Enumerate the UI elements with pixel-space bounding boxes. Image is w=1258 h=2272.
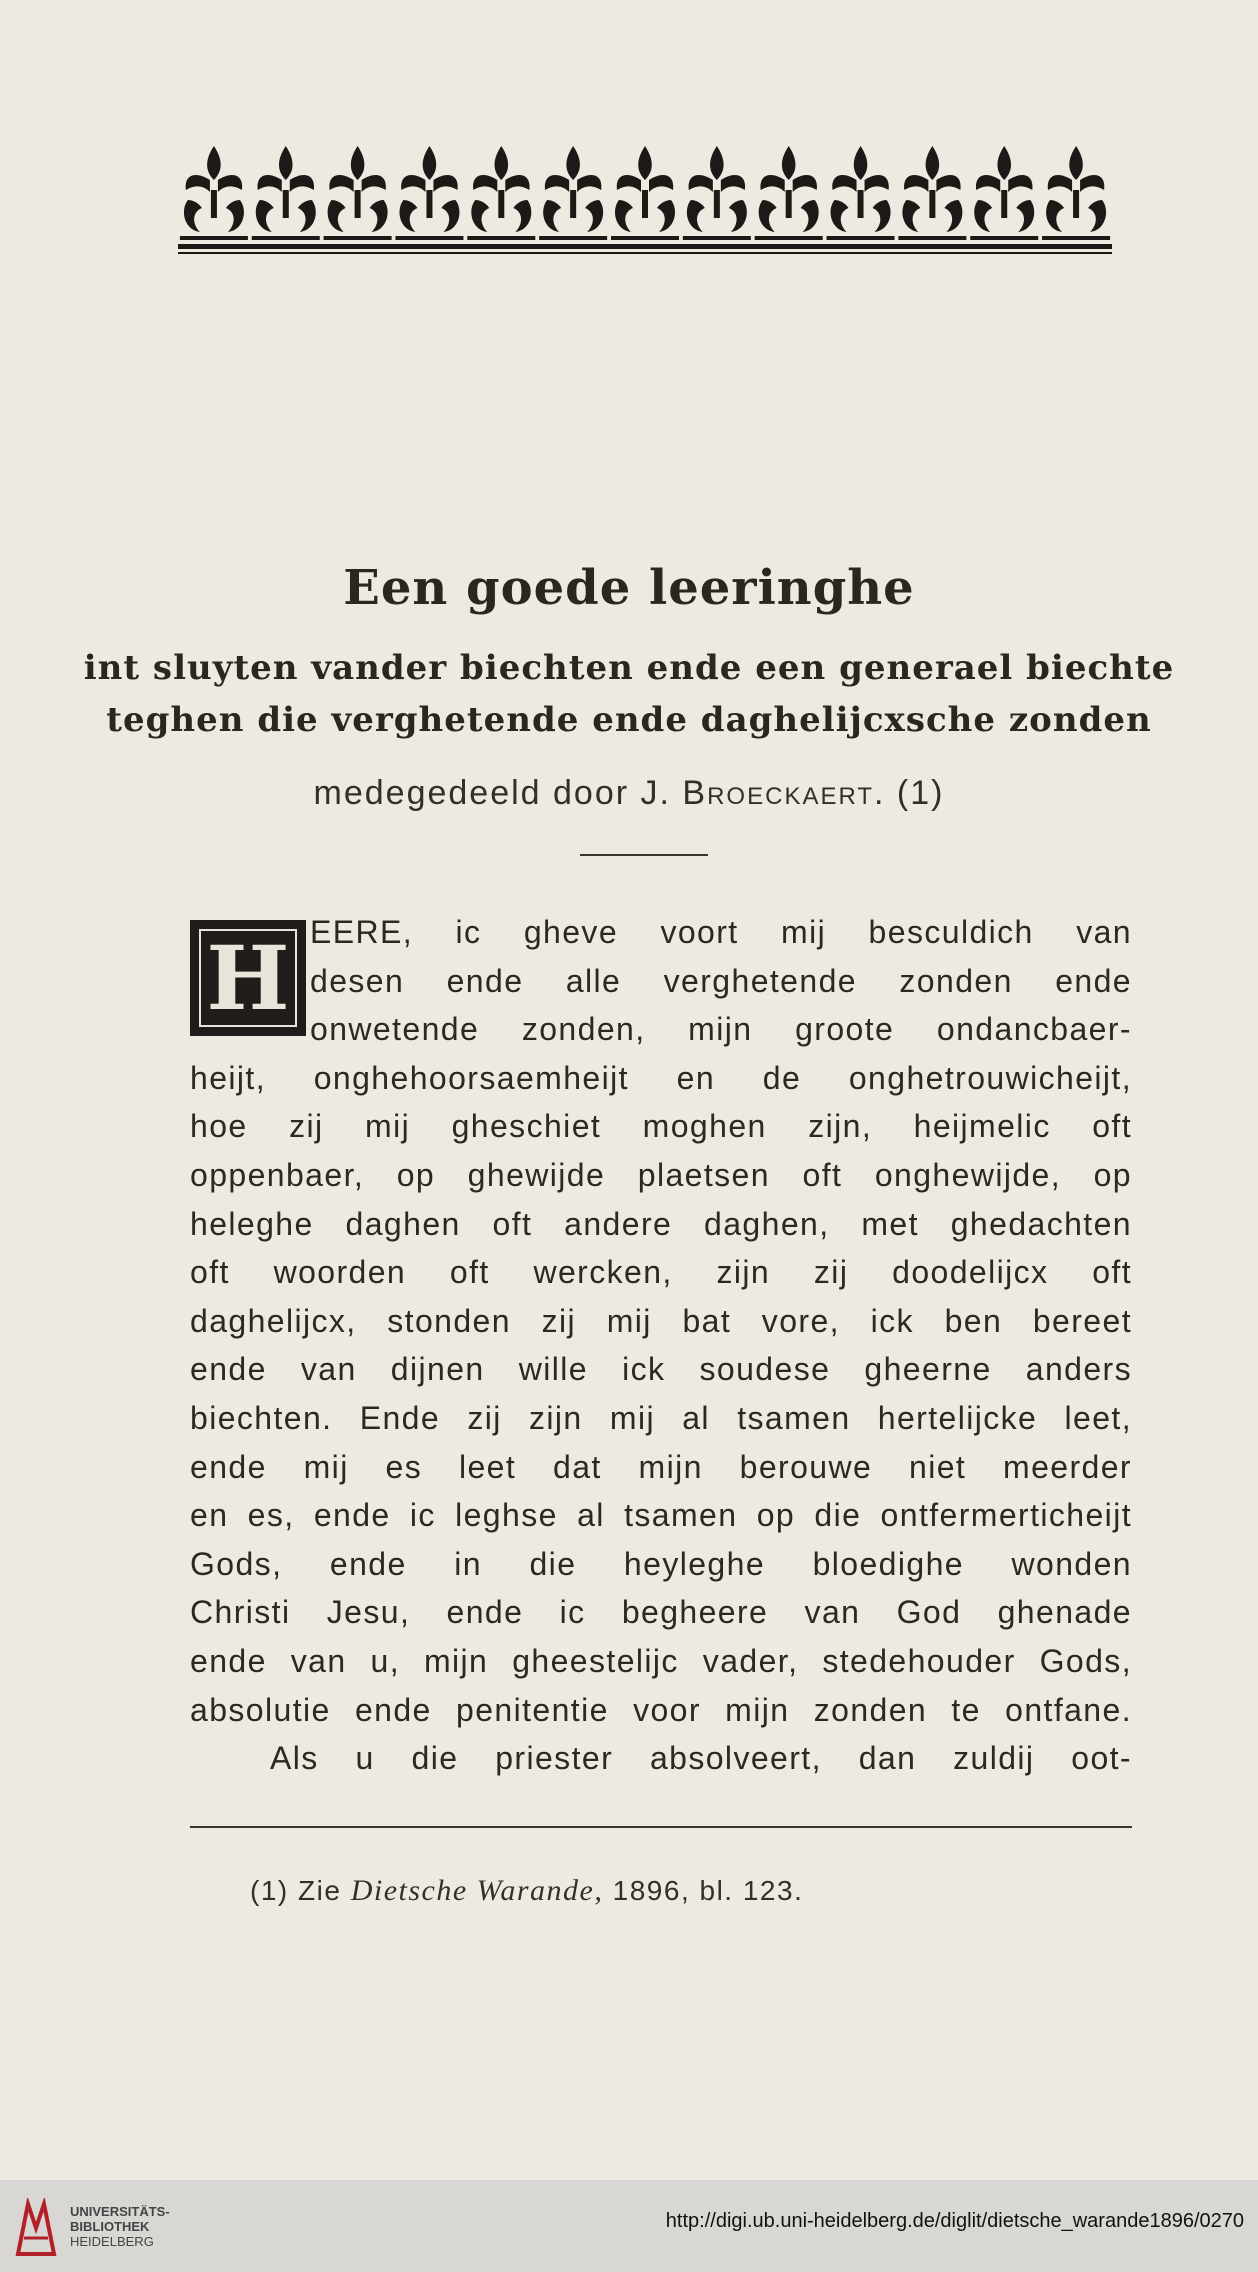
ornament-motif bbox=[1042, 146, 1110, 240]
body-line: Christi Jesu, ende ic begheere van God ghenade bbox=[190, 1594, 1132, 1631]
ornament-motif bbox=[395, 146, 463, 240]
footnote bbox=[250, 1874, 803, 1908]
ornament-motif bbox=[324, 146, 392, 240]
library-name bbox=[70, 2204, 170, 2249]
byline-author: Broeckaert. bbox=[682, 774, 886, 812]
ornament-motif bbox=[252, 146, 320, 240]
subtitle-line-2: teghen die verghetende ende daghelijcxsche zonden bbox=[106, 700, 1152, 740]
subtitle-line-1: int sluyten vander biechten ende een generael biechte bbox=[83, 648, 1175, 688]
body-line: heleghe daghen oft andere daghen, met ghedachten bbox=[190, 1205, 1132, 1242]
body-line: onwetende zonden, mijn groote ondancbaer- bbox=[310, 1011, 1132, 1048]
body-line: oft woorden oft wercken, zijn zij doodelijcx oft bbox=[190, 1254, 1132, 1291]
library-name-line-3: HEIDELBERG bbox=[70, 2234, 154, 2249]
library-logo-icon bbox=[14, 2198, 58, 2258]
body-line: absolutie ende penitentie voor mijn zonden te ontfane. bbox=[190, 1691, 1132, 1728]
source-url[interactable]: http://digi.ub.uni-heidelberg.de/diglit/dietsche_warande1896/0270 bbox=[665, 2210, 1244, 2232]
ornament-motif bbox=[898, 146, 966, 240]
body-line: en es, ende ic leghse al tsamen op die ontfermerticheijt bbox=[190, 1497, 1132, 1534]
body-line: EERE, ic gheve voort mij besculdich van bbox=[310, 914, 1132, 950]
title-divider bbox=[580, 854, 708, 856]
ornament-motif bbox=[827, 146, 895, 240]
byline bbox=[0, 774, 1258, 813]
body-line: ende van u, mijn gheestelijc vader, stedehouder Gods, bbox=[190, 1642, 1132, 1679]
body-line: heijt, onghehoorsaemheijt en de onghetrouwicheijt, bbox=[190, 1059, 1132, 1096]
body-line: oppenbaer, op ghewijde plaetsen oft onghewijde, op bbox=[190, 1156, 1132, 1193]
body-line: Gods, ende in die heyleghe bloedighe wonden bbox=[190, 1545, 1132, 1582]
library-banner bbox=[0, 2180, 1258, 2272]
footnote-suffix: 1896, bl. 123. bbox=[612, 1875, 804, 1906]
body-line: biechten. Ende zij zijn mij al tsamen hertelijcke leet, bbox=[190, 1399, 1132, 1436]
body-line: ende mij es leet dat mijn berouwe niet meerder bbox=[190, 1448, 1132, 1485]
body-line: Als u die priester absolveert, dan zuldij oot- bbox=[270, 1740, 1132, 1777]
drop-cap-letter: H bbox=[199, 929, 297, 1027]
ornament-motif bbox=[539, 146, 607, 240]
ornament-motif bbox=[755, 146, 823, 240]
library-name-line-2: BIBLIOTHEK bbox=[70, 2219, 150, 2234]
ornament-motif bbox=[970, 146, 1038, 240]
decorative-ornament-band bbox=[178, 140, 1112, 260]
ornament-motif bbox=[683, 146, 751, 240]
body-line: daghelijcx, stonden zij mij bat vore, ick ben bereet bbox=[190, 1302, 1132, 1339]
footnote-prefix: (1) Zie bbox=[250, 1875, 342, 1906]
footnote-divider bbox=[190, 1826, 1132, 1828]
ornament-motif bbox=[180, 146, 248, 240]
body-paragraph bbox=[190, 908, 1132, 1783]
footnote-title: Dietsche Warande, bbox=[350, 1874, 604, 1907]
body-line: hoe zij mij gheschiet moghen zijn, heijmelic oft bbox=[190, 1108, 1132, 1145]
byline-note-ref: (1) bbox=[896, 774, 945, 812]
ornament-motif bbox=[467, 146, 535, 240]
library-name-line-1: UNIVERSITÄTS- bbox=[70, 2204, 170, 2219]
body-line: desen ende alle verghetende zonden ende bbox=[310, 962, 1132, 999]
byline-prefix: medegedeeld door J. bbox=[313, 774, 671, 812]
ornament-motif bbox=[611, 146, 679, 240]
page-title: Een goede leeringhe bbox=[343, 560, 915, 616]
body-line: ende van dijnen wille ick soudese gheerne anders bbox=[190, 1351, 1132, 1388]
